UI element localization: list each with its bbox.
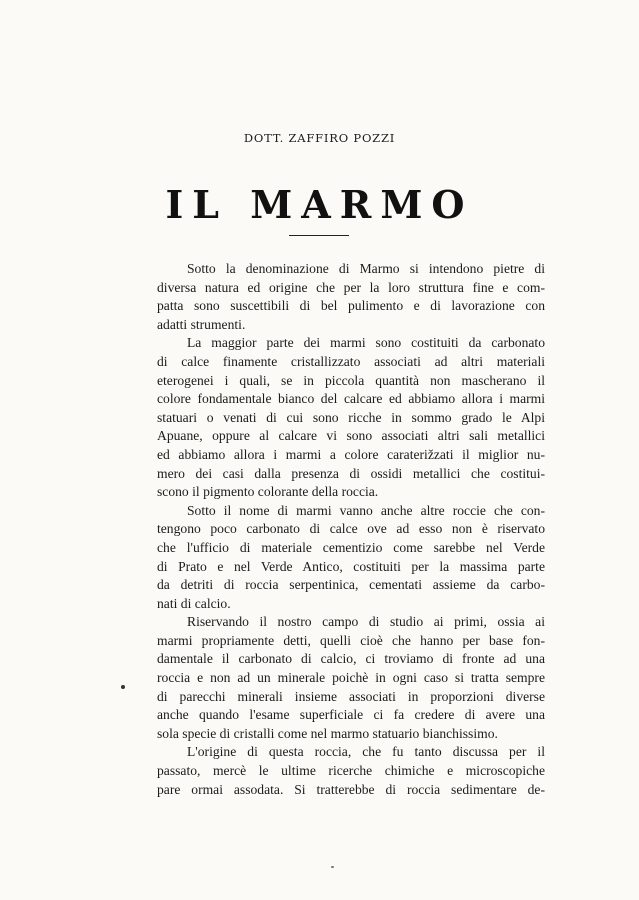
chapter-title: IL MARMO <box>165 182 474 227</box>
text-line: di Prato e nel Verde Antico, costituiti per la massima parte <box>157 558 545 574</box>
text-line: diversa natura ed origine che per la loro struttura fine e com- <box>157 279 545 295</box>
text-line: La maggior parte dei marmi sono costituiti da carbonato <box>187 335 545 351</box>
text-line: scono il pigmento colorante della roccia. <box>157 484 379 500</box>
text-line: Sotto il nome di marmi vanno anche altre roccie che con- <box>187 502 545 518</box>
text-line: marmi propriamente detti, quelli cioè che hanno per base fon- <box>157 632 545 648</box>
text-line: damentale il carbonato di calcio, ci troviamo di fronte ad una <box>157 651 545 667</box>
author-heading: DOTT. ZAFFIRO POZZI <box>243 131 396 145</box>
text-line: anche quando l'esame superficiale ci fa credere di avere una <box>157 707 545 723</box>
text-line: adatti strumenti. <box>157 316 246 332</box>
text-line: tengono poco carbonato di calce ove ad esso non è riservato <box>157 521 545 537</box>
text-line: roccia e non ad un minerale poichè in ogni caso si tratta sempre <box>157 670 545 686</box>
text-line: Apuane, oppure al calcare vi sono associati altri sali metallici <box>157 428 545 444</box>
text-line: Sotto la denominazione di Marmo si intendono pietre di <box>187 261 545 276</box>
text-line: Riservando il nostro campo di studio ai primi, ossia ai <box>187 614 545 630</box>
footer-mark <box>331 866 334 868</box>
text-line: passato, mercè le ultime ricerche chimiche e microscopiche <box>157 763 545 779</box>
text-line: pare ormai assodata. Si tratterebbe di roccia sedimentare de- <box>157 781 545 797</box>
text-line: nati di calcio. <box>157 595 231 611</box>
text-line: che l'ufficio di materiale cementizio come sarebbe nel Verde <box>157 539 545 555</box>
text-line: patta sono suscettibili di bel pulimento e di lavorazione con <box>157 298 545 314</box>
text-line: sola specie di cristalli come nel marmo statuario bianchissimo. <box>157 725 498 741</box>
margin-mark <box>121 685 125 689</box>
text-line: ed abbiamo allora i marmi a colore caraterižzati il miglior nu- <box>157 446 545 462</box>
text-line: di parecchi minerali insieme associati in proporzioni diverse <box>157 688 545 704</box>
text-line: L'origine di questa roccia, che fu tanto discussa per il <box>187 744 545 760</box>
text-line: statuari o venati di cui sono ricche in sommo grado le Alpi <box>157 409 545 425</box>
body-text <box>157 260 545 799</box>
title-rule <box>289 235 349 236</box>
text-line: di calce finamente cristallizzato associati ad altri materiali <box>157 353 545 369</box>
text-line: colore fondamentale bianco del calcare ed abbiamo allora i marmi <box>157 391 545 407</box>
text-line: eterogenei i quali, se in piccola quantità non mascherano il <box>157 372 545 388</box>
text-line: da detriti di roccia serpentinica, cementati assieme da carbo- <box>157 577 545 593</box>
text-line: mero dei casi dalla presenza di ossidi metallici che costitui- <box>157 465 545 481</box>
